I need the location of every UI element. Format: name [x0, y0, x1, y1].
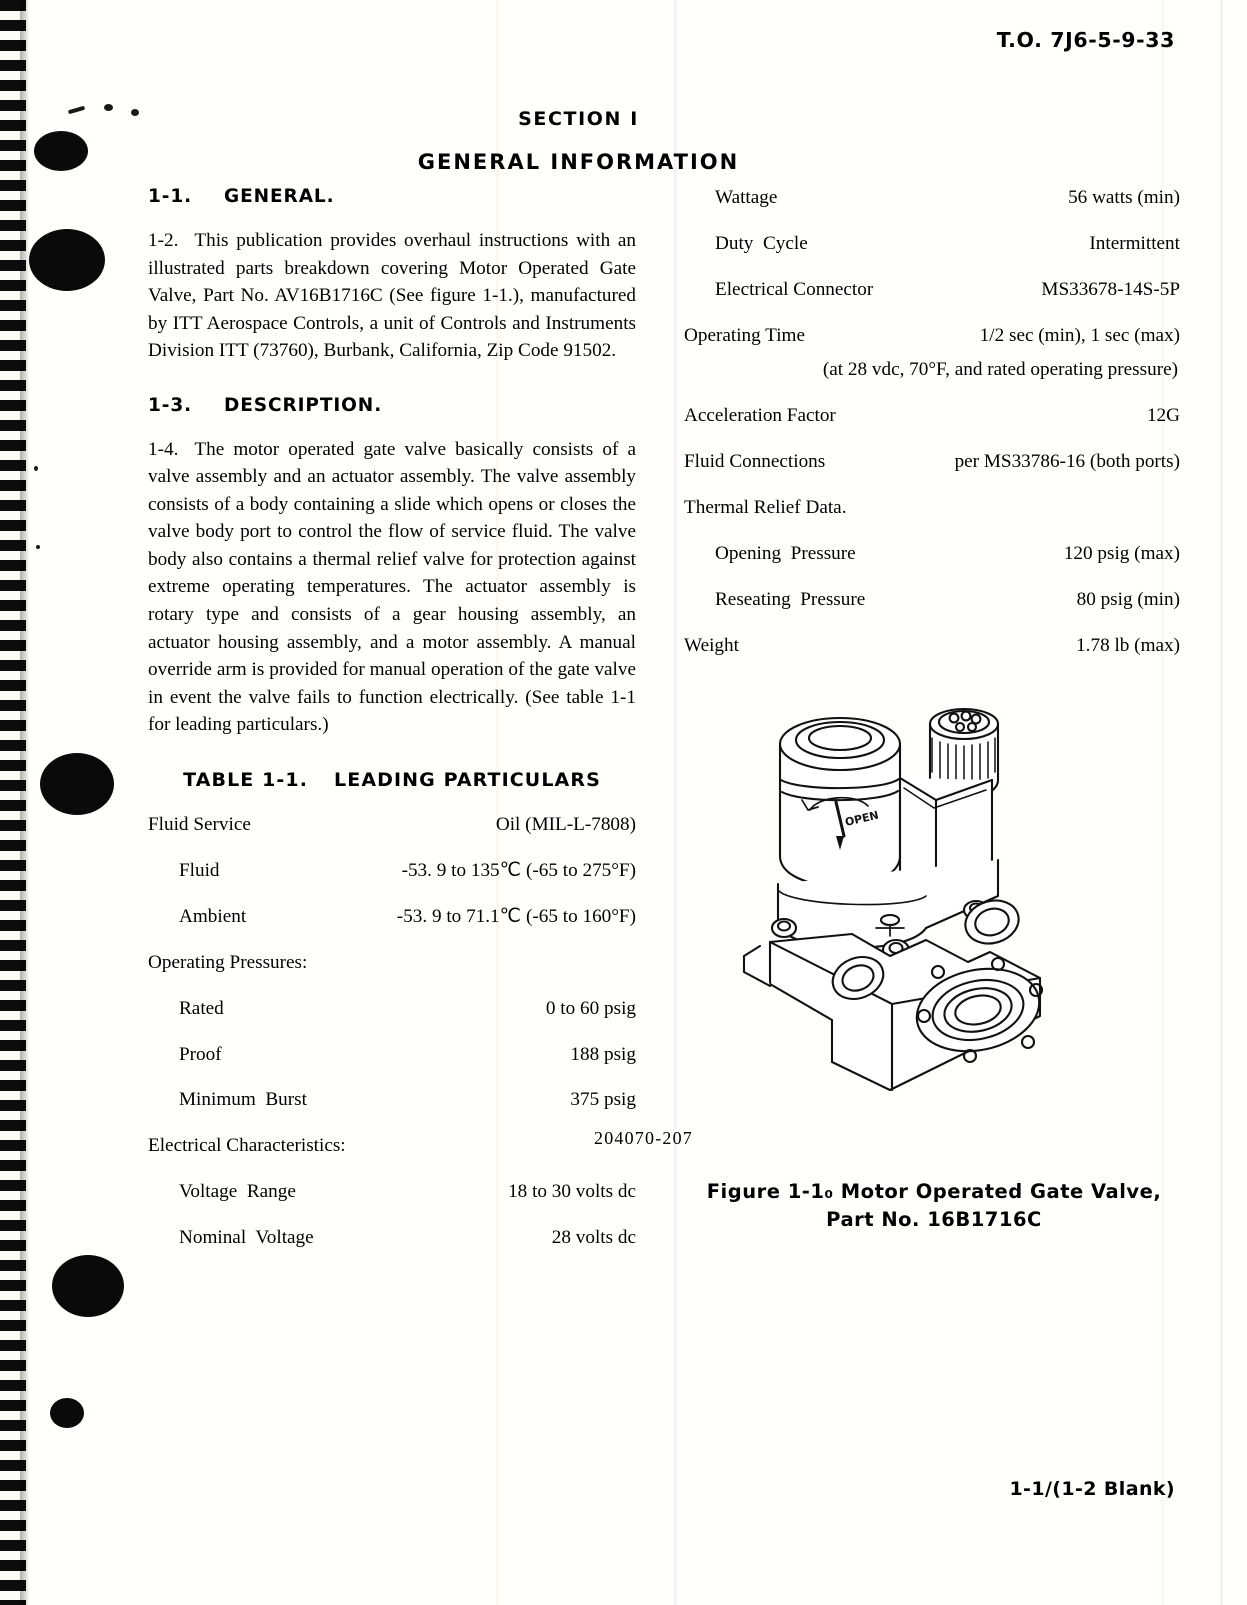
left-column: [148, 186, 636, 1272]
page-edge-shadow: [20, 0, 30, 1605]
table-row-value: Oil (MIL-L-7808): [495, 813, 636, 835]
table-row-label: Proof: [179, 1043, 222, 1065]
table-row: [684, 404, 1180, 429]
table-row-value: per MS33786-16 (both ports): [954, 450, 1180, 472]
punch-hole: [50, 1398, 84, 1428]
table-row: [684, 542, 1180, 567]
figure-illustration: [690, 660, 1180, 1130]
operating-time-note: (at 28 vdc, 70°F, and rated operating pressure): [822, 358, 1178, 380]
table-row-label: Rated: [179, 997, 224, 1019]
gate-valve-drawing: [740, 660, 1120, 1120]
table-row-label: Reseating Pressure: [715, 588, 866, 610]
scan-artifact-line: [674, 0, 677, 1605]
table-rows-left: [148, 813, 636, 1252]
heading-general: [148, 186, 636, 207]
table-row: [684, 450, 1180, 475]
table-rows-right-top: [684, 186, 1180, 349]
scan-speck: [34, 466, 38, 471]
table-row-label: Operating Time: [684, 324, 805, 346]
table-row: [684, 324, 1180, 349]
table-row-value: 28 volts dc: [551, 1227, 636, 1249]
table-row-value: 12G: [1146, 404, 1180, 426]
heading-description: [148, 395, 636, 416]
table-row-label: Fluid: [179, 859, 220, 881]
table-row-value: 120 psig (max): [1063, 542, 1180, 564]
table-row: [148, 1088, 636, 1113]
table-row-label: Duty Cycle: [715, 232, 808, 254]
figure-caption-line2: Part No. 16B1716C: [826, 1207, 1042, 1231]
scan-speck: [36, 545, 40, 549]
scan-artifact-line: [1220, 0, 1223, 1605]
table-row: [148, 951, 636, 976]
table-row-label: Weight: [684, 634, 739, 656]
table-row-label: Electrical Connector: [715, 278, 874, 300]
paragraph-1-4-text: The motor operated gate valve basically consists of a valve assembly and an actuator assembly. The valve assembly consists of a body containing a slide which opens or closes the valve body port to control the flow of service fluid. The valve body also contains a thermal relief valve for protection against extreme operating temperatures. The actuator assembly is rotary type and consists of a gear housing assembly, an actuator housing assembly, and a motor assembly. A manual override arm is provided for manual operation of the gate valve in event the valve fails to function electrically. (See table 1-1 for leading particulars.): [148, 438, 636, 736]
table-row: [148, 813, 636, 838]
svg-text:OPEN: OPEN: [843, 808, 880, 829]
table-row-value: -53. 9 to 135℃ (-65 to 275°F): [401, 859, 636, 881]
table-row-label: Fluid Connections: [684, 450, 826, 472]
table-row-label: Voltage Range: [179, 1181, 296, 1203]
paragraph-1-4: [148, 436, 636, 739]
section-number: SECTION I: [518, 108, 639, 130]
punch-hole: [52, 1255, 124, 1317]
table-row-label: Ambient: [179, 905, 247, 927]
paragraph-1-2-number: 1-2.: [148, 230, 179, 251]
table-row-value: 0 to 60 psig: [545, 997, 636, 1019]
table-row-label: Wattage: [715, 187, 778, 208]
table-row-value: 188 psig: [570, 1043, 636, 1065]
table-row-label: Operating Pressures:: [148, 951, 308, 973]
table-row-value: Intermittent: [1089, 232, 1180, 254]
table-row: [684, 496, 1180, 521]
table-row-label: Acceleration Factor: [684, 404, 836, 426]
figure-drawing-number: 204070-207: [594, 1128, 693, 1148]
page-number-footer: 1-1/(1-2 Blank): [1009, 1478, 1175, 1500]
section-title: GENERAL INFORMATION: [417, 150, 740, 174]
table-row-label: Thermal Relief Data.: [684, 496, 847, 518]
table-row-value: 56 watts (min): [1068, 187, 1180, 208]
figure-caption: [684, 1178, 1184, 1233]
table-row: [148, 1180, 636, 1205]
table-row-value: -53. 9 to 71.1℃ (-65 to 160°F): [396, 905, 636, 927]
figure-caption-line1: Figure 1-1₀ Motor Operated Gate Valve,: [706, 1180, 1162, 1203]
right-column: [684, 186, 1180, 679]
table-row: [148, 859, 636, 884]
punch-hole: [40, 753, 114, 815]
table-title-label: TABLE 1-1.: [183, 768, 309, 791]
heading-general-text: GENERAL.: [224, 186, 335, 207]
table-title: [148, 769, 636, 791]
table-row: [148, 1043, 636, 1068]
table-row-label: Nominal Voltage: [179, 1227, 314, 1249]
table-row: [684, 186, 1180, 211]
table-rows-right-bottom: [684, 404, 1180, 659]
paragraph-1-2-text: This publication provides overhaul instructions with an illustrated parts breakdown covering Motor Operated Gate Valve, Part No. AV16B1716C (See figure 1-1.), manufactured by ITT Aerospace Controls, a unit of Controls and Instruments Division ITT (73760), Burbank, California, Zip Code 91502.: [148, 230, 636, 362]
table-row: [148, 1226, 636, 1251]
table-title-name: LEADING PARTICULARS: [334, 768, 601, 791]
table-row-label: Minimum Burst: [179, 1089, 307, 1111]
table-row-value: 18 to 30 volts dc: [508, 1181, 636, 1203]
technical-order-number: T.O. 7J6-5-9-33: [996, 28, 1175, 52]
heading-description-text: DESCRIPTION.: [224, 394, 383, 416]
table-row-label: Electrical Characteristics:: [148, 1135, 346, 1157]
table-row: [684, 232, 1180, 257]
table-row: [148, 997, 636, 1022]
table-row-value: 1.78 lb (max): [1076, 634, 1180, 656]
table-row: [684, 588, 1180, 613]
heading-description-number: 1-3.: [148, 394, 193, 416]
paragraph-1-4-number: 1-4.: [148, 438, 179, 460]
table-row-label: Opening Pressure: [715, 542, 856, 564]
table-row-value: 80 psig (min): [1076, 588, 1180, 610]
table-row-label: Fluid Service: [148, 813, 251, 835]
table-row: [684, 634, 1180, 659]
table-row-value: 375 psig: [570, 1089, 636, 1111]
table-row: [684, 278, 1180, 303]
table-row-value: 1/2 sec (min), 1 sec (max): [979, 324, 1180, 346]
heading-general-number: 1-1.: [148, 186, 193, 207]
paragraph-1-2: [148, 227, 636, 365]
table-row: [148, 905, 636, 930]
punch-hole: [29, 229, 105, 291]
table-row-value: MS33678-14S-5P: [1041, 278, 1180, 300]
